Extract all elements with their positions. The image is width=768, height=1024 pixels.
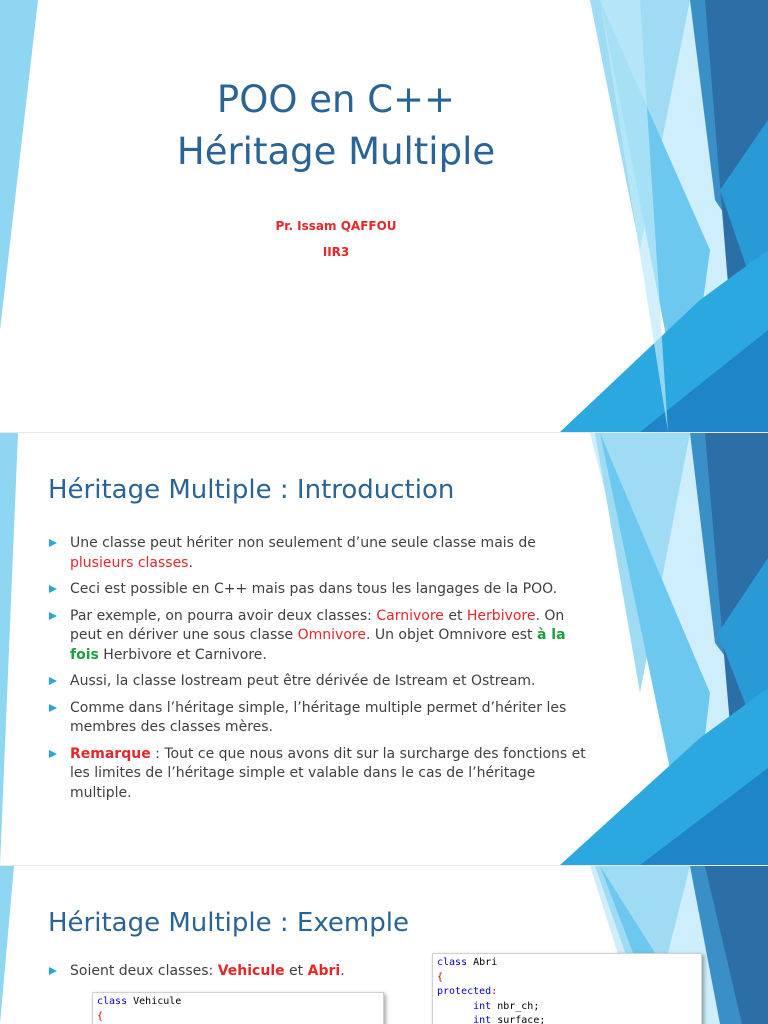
bullet-item: Soient deux classes: Vehicule et Abri.: [48, 962, 408, 982]
slide-title: Héritage Multiple : Introduction: [48, 475, 455, 505]
bullet-item: Aussi, la classe Iostream peut être dérivée de Istream et Ostream.: [48, 672, 593, 692]
slide-title: Héritage Multiple : Exemple: [48, 908, 409, 938]
bullet-item: Comme dans l’héritage simple, l’héritage multiple permet d’hériter les membres des classes mères.: [48, 699, 593, 738]
highlight-green: à la fois: [70, 627, 566, 663]
bullet-arrow-icon: [49, 612, 57, 620]
bullet-item: Ceci est possible en C++ mais pas dans tous les langages de la POO.: [48, 580, 593, 600]
remark-label: Remarque: [70, 745, 151, 762]
class-name-abri: Abri: [307, 963, 341, 979]
bullet-arrow-icon: [49, 704, 57, 712]
bullet-item: Une classe peut hériter non seulement d’une seule classe mais de plusieurs classes.: [48, 534, 593, 573]
bullet-arrow-icon: [49, 750, 57, 758]
bullet-arrow-icon: [49, 539, 57, 547]
class-name-vehicule: Vehicule: [217, 963, 285, 979]
code-block-abri: class Abri { protected: int nbr_ch; int surface;: [432, 953, 702, 1024]
highlight-red: Herbivore: [466, 607, 536, 624]
example-slide: [0, 866, 768, 1024]
slide-title-line1: POO en C++: [216, 78, 456, 121]
code-block-vehicule: class Vehicule {: [92, 992, 384, 1024]
highlight-red: Carnivore: [376, 607, 444, 624]
bullet-arrow-icon: [49, 677, 57, 685]
bullet-item: Par exemple, on pourra avoir deux classes: Carnivore et Herbivore. On peut en dériver une sous classe Omnivore. Un objet Omnivore est à la fois Herbivore et Carnivore.: [48, 607, 593, 666]
highlight-red: Omnivore: [297, 627, 366, 643]
bullet-list: [48, 534, 593, 810]
class-code: IIR3: [322, 245, 350, 259]
author-name: Pr. Issam QAFFOU: [275, 219, 397, 233]
bullet-arrow-icon: [49, 967, 57, 975]
intro-slide: [0, 433, 768, 865]
highlight-red: plusieurs classes: [70, 554, 189, 571]
decorative-triangles: [0, 0, 768, 432]
bullet-arrow-icon: [49, 585, 57, 593]
bullet-list: [48, 962, 408, 989]
slide-title-line2: Héritage Multiple: [176, 130, 496, 173]
bullet-item: Remarque : Tout ce que nous avons dit sur la surcharge des fonctions et les limites de l’héritage simple et valable dans le cas de l’héritage multiple.: [48, 745, 593, 804]
title-slide: [0, 0, 768, 432]
